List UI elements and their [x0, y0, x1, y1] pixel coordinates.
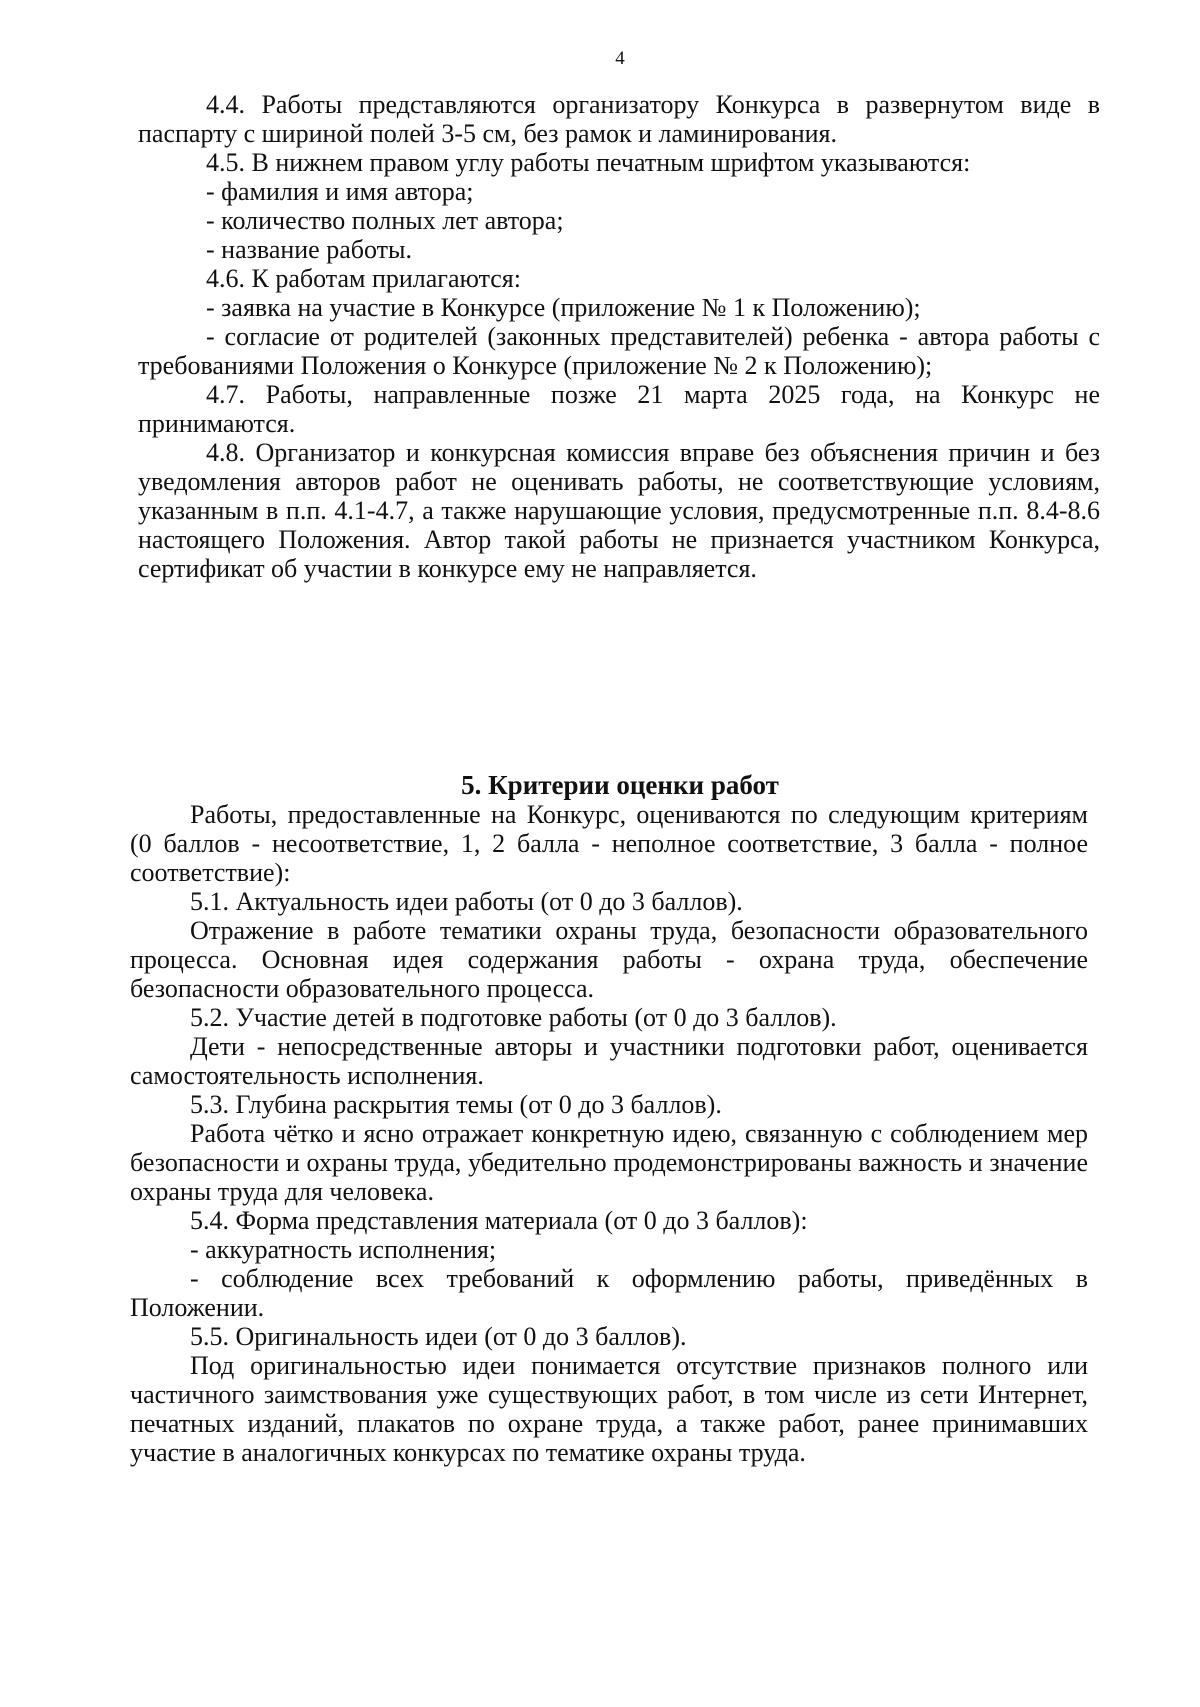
criterion-5-2-description: Дети - непосредственные авторы и участники подготовки работ, оценивается самостоятельность исполнения. [130, 1032, 1088, 1090]
criterion-5-1-description: Отражение в работе тематики охраны труда, безопасности образовательного процесса. Основная идея содержания работы - охрана труда, обеспечение безопасности образовательного процесса. [130, 916, 1088, 1003]
list-item-requirements-compliance: - соблюдение всех требований к оформлению работы, приведённых в Положении. [130, 1264, 1088, 1322]
section-5-body [130, 800, 1088, 1467]
list-item-author-age: - количество полных лет автора; [206, 206, 564, 235]
criterion-5-2: 5.2. Участие детей в подготовке работы (от 0 до 3 баллов). [190, 1003, 837, 1032]
criterion-5-5-description: Под оригинальностью идеи понимается отсутствие признаков полного или частичного заимствования уже существующих работ, в том числе из сети Интернет, печатных изданий, плакатов по охране труда, а также работ, ранее принимавших участие в аналогичных конкурсах по тематике охраны труда. [130, 1351, 1088, 1467]
paragraph-4-7: 4.7. Работы, направленные позже 21 марта 2025 года, на Конкурс не принимаются. [138, 380, 1100, 438]
criterion-5-1: 5.1. Актуальность идеи работы (от 0 до 3 баллов). [190, 887, 743, 916]
paragraph-4-6: 4.6. К работам прилагаются: [206, 264, 521, 293]
section-5-intro: Работы, предоставленные на Конкурс, оцениваются по следующим критериям (0 баллов - несоответствие, 1, 2 балла - неполное соответствие, 3 балла - полное соответствие): [130, 800, 1088, 887]
paragraph-4-8: 4.8. Организатор и конкурсная комиссия вправе без объяснения причин и без уведомления авторов работ не оценивать работы, не соответствующие условиям, указанным в п.п. 4.1-4.7, а также нарушающие условия, предусмотренные п.п. 8.4-8.6 настоящего Положения. Автор такой работы не признается участником Конкурса, сертификат об участии в конкурсе ему не направляется. [138, 438, 1100, 583]
list-item-work-title: - название работы. [206, 235, 412, 264]
page-number: 4 [615, 48, 625, 69]
section-5-title: 5. Критерии оценки работ [461, 770, 779, 800]
criterion-5-3-description: Работа чётко и ясно отражает конкретную идею, связанную с соблюдением мер безопасности и охраны труда, убедительно продемонстрированы важность и значение охраны труда для человека. [130, 1119, 1088, 1206]
criterion-5-4: 5.4. Форма представления материала (от 0 до 3 баллов): [190, 1206, 808, 1235]
paragraph-4-4: 4.4. Работы представляются организатору Конкурса в развернутом виде в паспарту с шириной полей 3-5 см, без рамок и ламинирования. [138, 90, 1100, 148]
list-item-application: - заявка на участие в Конкурсе (приложение № 1 к Положению); [206, 293, 921, 322]
list-item-author-name: - фамилия и имя автора; [206, 177, 474, 206]
criterion-5-5: 5.5. Оригинальность идеи (от 0 до 3 баллов). [190, 1322, 687, 1351]
criterion-5-3: 5.3. Глубина раскрытия темы (от 0 до 3 баллов). [190, 1090, 722, 1119]
list-item-neatness: - аккуратность исполнения; [190, 1235, 497, 1264]
section-4-body [138, 90, 1100, 583]
list-item-parental-consent: - согласие от родителей (законных представителей) ребенка - автора работы с требованиями Положения о Конкурсе (приложение № 2 к Положению); [138, 322, 1100, 380]
paragraph-4-5: 4.5. В нижнем правом углу работы печатным шрифтом указываются: [206, 148, 971, 177]
